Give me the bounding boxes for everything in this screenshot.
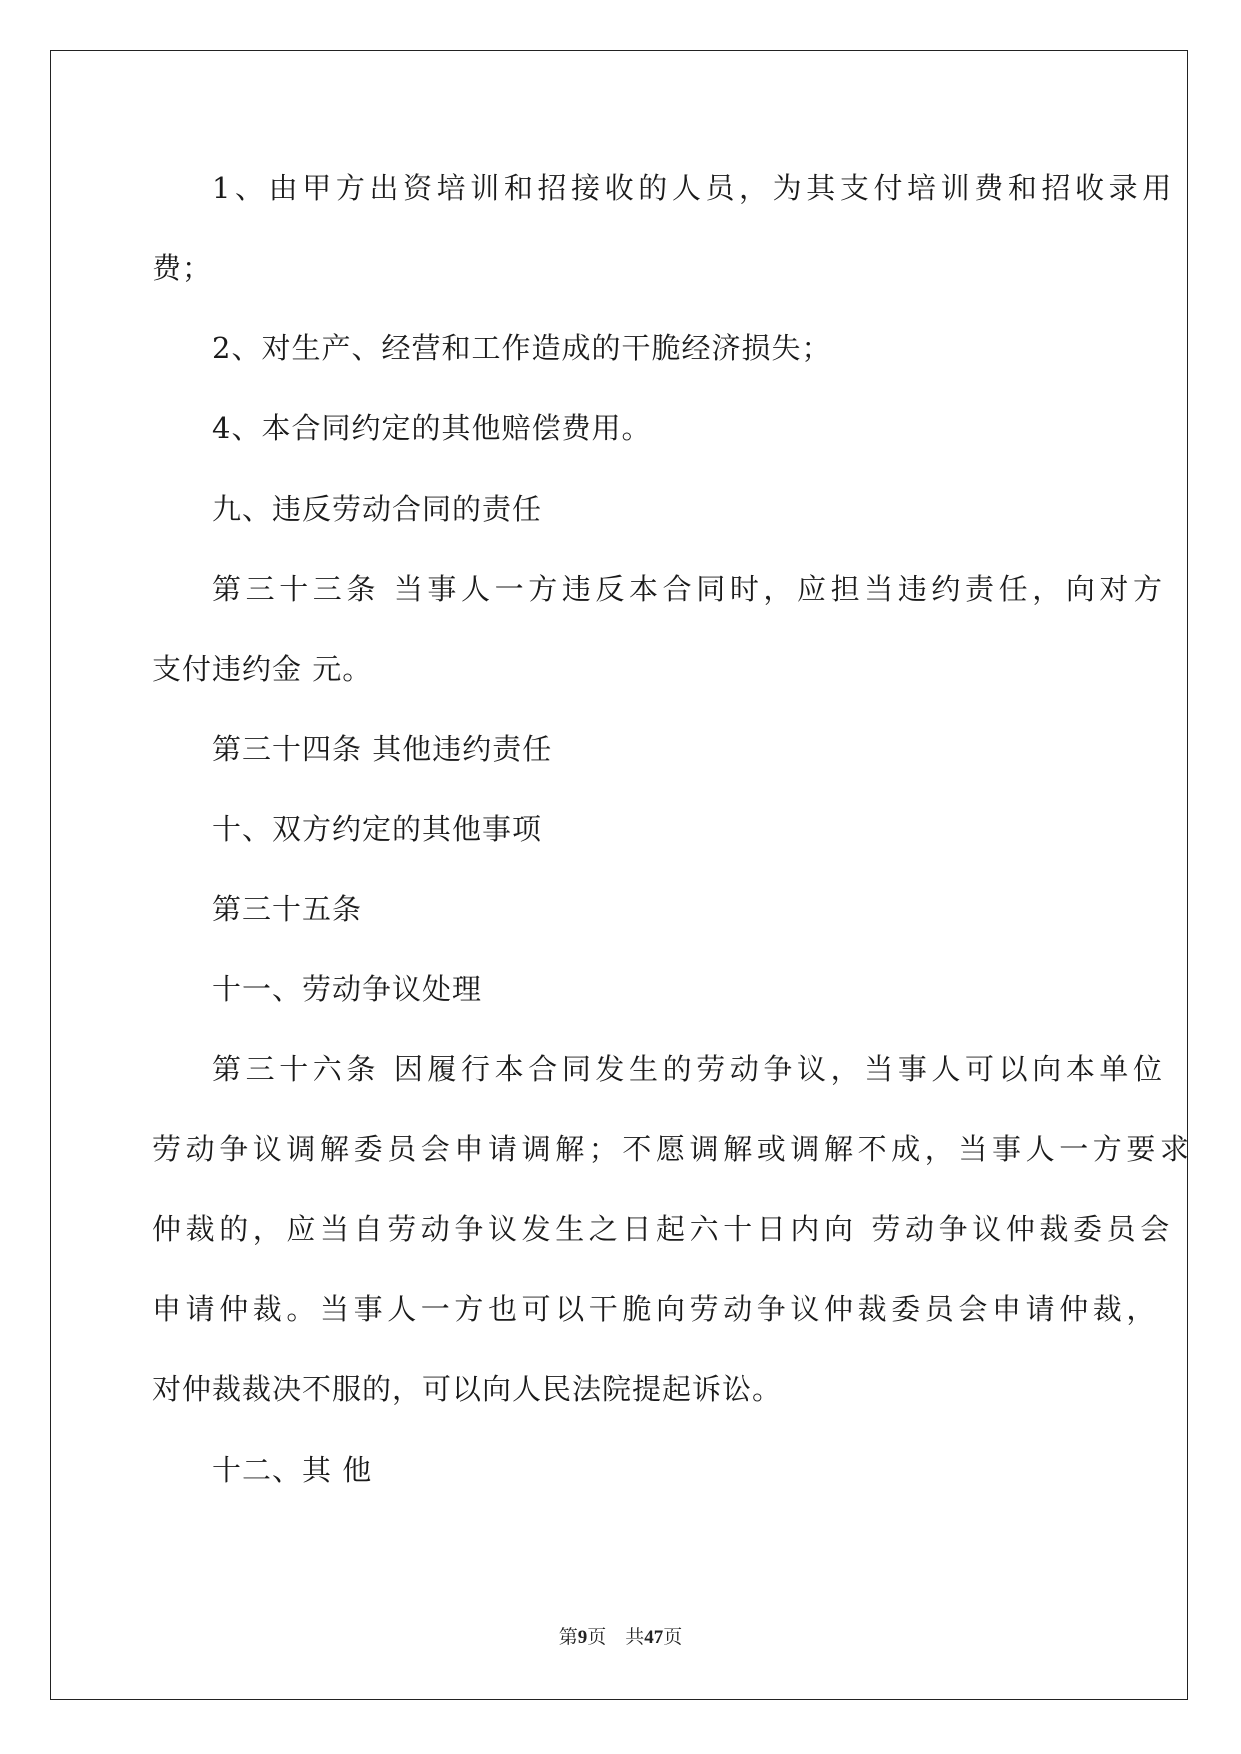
paragraph-line: 2、对生产、经营和工作造成的干脆经济损失； [212, 331, 832, 365]
paragraph-line: 劳动争议调解委员会申请调解；不愿调解或调解不成，当事人一方要求 [152, 1132, 1194, 1166]
section-heading: 九、违反劳动合同的责任 [212, 492, 543, 526]
paragraph-line: 第三十六条 因履行本合同发生的劳动争议，当事人可以向本单位 [212, 1052, 1167, 1086]
footer-suffix: 页 [663, 1627, 683, 1648]
paragraph-line: 1、由甲方出资培训和招接收的人员，为其支付培训费和招收录用 [212, 171, 1176, 205]
total-page-count: 47 [644, 1627, 664, 1648]
paragraph-line: 支付违约金 元。 [152, 652, 373, 686]
current-page-number: 9 [577, 1627, 588, 1648]
paragraph-line: 第三十四条 其他违约责任 [212, 732, 553, 766]
section-heading: 十二、其 他 [212, 1453, 373, 1487]
paragraph-line: 仲裁的，应当自劳动争议发生之日起六十日内向 劳动争议仲裁委员会 [152, 1212, 1174, 1246]
section-heading: 十一、劳动争议处理 [212, 972, 483, 1006]
paragraph-line: 4、本合同约定的其他赔偿费用。 [212, 411, 652, 445]
footer-mid: 页 共 [587, 1627, 645, 1648]
page-footer [0, 1626, 1241, 1650]
paragraph-line: 第三十五条 [212, 892, 363, 926]
paragraph-line: 对仲裁裁决不服的，可以向人民法院提起诉讼。 [152, 1372, 783, 1406]
paragraph-line: 费； [152, 251, 213, 285]
paragraph-line: 第三十三条 当事人一方违反本合同时，应担当违约责任，向对方 [212, 572, 1167, 606]
section-heading: 十、双方约定的其他事项 [212, 812, 543, 846]
footer-prefix: 第 [558, 1627, 578, 1648]
paragraph-line: 申请仲裁。当事人一方也可以干脆向劳动争议仲裁委员会申请仲裁， [152, 1292, 1161, 1326]
